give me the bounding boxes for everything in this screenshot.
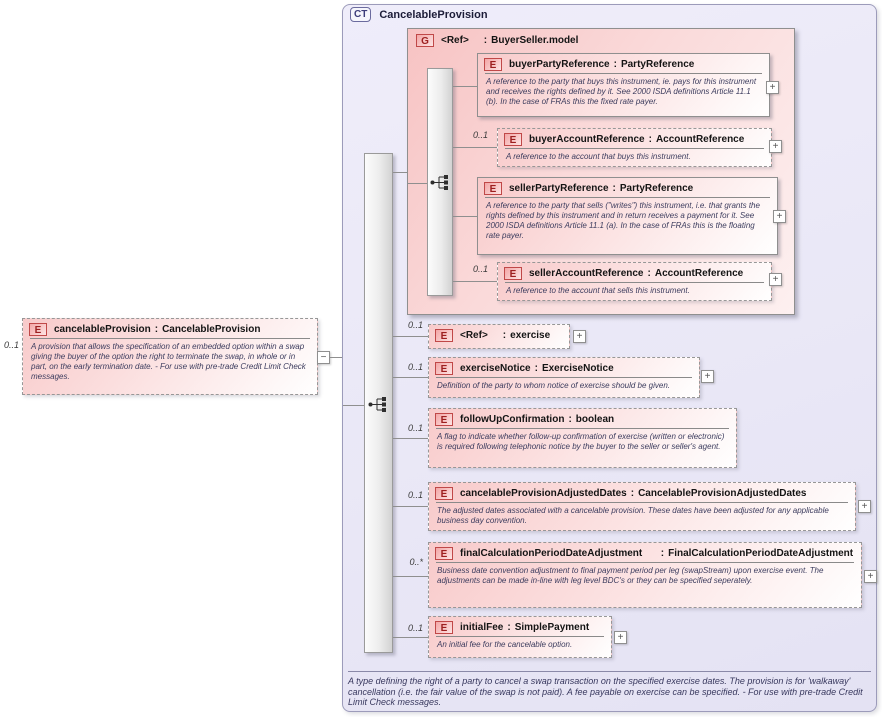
type-separator: :: [568, 414, 572, 425]
element-initialFee[interactable]: [428, 616, 612, 658]
element-icon: E: [504, 267, 522, 280]
connector-line: [393, 377, 428, 378]
group-type: BuyerSeller.model: [491, 35, 579, 46]
element-exerciseNotice[interactable]: [428, 357, 700, 398]
element-name: initialFee: [460, 622, 504, 633]
element-name: buyerAccountReference: [529, 134, 645, 145]
complex-type-header: [350, 7, 488, 22]
element-type: PartyReference: [620, 59, 695, 70]
expand-button[interactable]: +: [769, 140, 782, 153]
connector-line: [453, 216, 477, 217]
element-type: CancelableProvision: [162, 324, 261, 335]
element-cancelableProvisionAdjustedDates[interactable]: [428, 482, 856, 531]
element-icon: E: [484, 182, 502, 195]
element-type: FinalCalculationPeriodDateAdjustment: [668, 548, 854, 559]
type-separator: :: [507, 622, 511, 633]
element-icon: E: [435, 547, 453, 560]
group-name: <Ref>: [441, 35, 469, 46]
connector-line: [343, 405, 364, 406]
cardinality-label: 0..1: [407, 490, 423, 500]
element-name: exerciseNotice: [460, 363, 531, 374]
connector-line: [407, 183, 427, 184]
element-type: ExerciseNotice: [541, 363, 614, 374]
expand-button[interactable]: +: [769, 273, 782, 286]
complex-type-annotation: A type defining the right of a party to cancel a swap transaction on the specified exercise dates. The provision is for 'walkaway' cancellation (i.e. the fair value of the swap is not paid). A fee payable on exercise can be specified. - For use with pre-trade Credit Limit Check messages.: [348, 676, 863, 707]
element-header: [498, 263, 771, 280]
element-finalCalculationPeriodDateAdjustment[interactable]: [428, 542, 862, 608]
cardinality-label: 0..1: [407, 423, 423, 433]
element-icon: E: [435, 329, 453, 342]
element-type: SimplePayment: [514, 622, 590, 633]
element-name: finalCalculationPeriodDateAdjustment: [460, 548, 643, 559]
connector-line: [393, 506, 428, 507]
element-annotation: A flag to indicate whether follow-up confirmation of exercise (written or electronic) is required following telephonic notice by the buyer to the seller or seller's agent.: [437, 432, 725, 451]
element-header: [478, 54, 769, 71]
element-buyerPartyReference[interactable]: [477, 53, 770, 117]
cardinality-label: 0..1: [472, 264, 488, 274]
connector-line: [393, 438, 428, 439]
element-icon: E: [435, 362, 453, 375]
element-icon: E: [435, 487, 453, 500]
cardinality-label: 0..1: [407, 362, 423, 372]
element-annotation: An initial fee for the cancelable option.: [437, 640, 573, 649]
element-name: <Ref>: [460, 330, 488, 341]
element-followUpConfirmation[interactable]: [428, 408, 737, 468]
type-separator: :: [647, 268, 651, 279]
expand-button[interactable]: +: [864, 570, 877, 583]
connector-line: [453, 281, 497, 282]
connector-line: [393, 637, 428, 638]
type-separator: :: [483, 35, 488, 46]
expand-button[interactable]: +: [773, 210, 786, 223]
element-type: AccountReference: [654, 268, 744, 279]
element-header: [429, 617, 611, 634]
element-type: AccountReference: [655, 134, 745, 145]
divider: [348, 671, 871, 672]
cardinality-label: 0..1: [407, 623, 423, 633]
connector-line: [453, 86, 477, 87]
connector-line: [453, 147, 497, 148]
element-annotation: The adjusted dates associated with a cancelable provision. These dates have been adjusted for any applicable business day convention.: [437, 506, 829, 525]
type-separator: :: [630, 488, 635, 499]
group-header: [408, 29, 794, 47]
type-separator: :: [154, 324, 159, 335]
cardinality-label: 0..1: [472, 130, 488, 140]
expand-button[interactable]: +: [573, 330, 586, 343]
element-cancelableProvision[interactable]: [22, 318, 318, 395]
connector-line: [393, 576, 428, 577]
element-type: boolean: [575, 414, 615, 425]
element-name: cancelableProvision: [54, 324, 151, 335]
expand-button[interactable]: +: [766, 81, 779, 94]
element-annotation: Definition of the party to whom notice of exercise should be given.: [437, 381, 671, 390]
element-annotation: A reference to the party that sells ("writes") this instrument, i.e. that grants the rights defined by this instrument and in return receives a payment for it. See 2000 ISDA definitions Article 11.1 (a). In the case of FRAs this is the floating rate payer.: [486, 201, 760, 240]
expand-button[interactable]: +: [858, 500, 871, 513]
element-annotation: A reference to the account that buys this instrument.: [506, 152, 691, 161]
element-buyerAccountReference[interactable]: [497, 128, 772, 167]
expand-button[interactable]: +: [701, 370, 714, 383]
element-header: [498, 129, 771, 146]
sequence-icon: [430, 174, 452, 191]
element-header: [429, 483, 855, 500]
group-icon: G: [416, 34, 434, 47]
element-icon: E: [29, 323, 47, 336]
type-separator: :: [612, 183, 616, 194]
element-annotation: A reference to the account that sells this instrument.: [506, 286, 690, 295]
complex-type-title: CancelableProvision: [379, 8, 488, 21]
element-sellerAccountReference[interactable]: [497, 262, 772, 301]
type-separator: :: [502, 330, 507, 341]
element-name: cancelableProvisionAdjustedDates: [460, 488, 627, 499]
element-header: [429, 543, 861, 560]
element-name: buyerPartyReference: [509, 59, 610, 70]
element-icon: E: [504, 133, 522, 146]
element-type: PartyReference: [619, 183, 694, 194]
element-annotation: A reference to the party that buys this instrument, ie. pays for this instrument and receives the rights defined by it. See 2000 ISDA definitions Article 11.1 (b). In the case of FRAs this the fixed rate payer.: [486, 77, 757, 106]
element-name: sellerAccountReference: [529, 268, 644, 279]
expand-button[interactable]: +: [614, 631, 627, 644]
element-type: CancelableProvisionAdjustedDates: [638, 488, 807, 499]
element-header: [23, 319, 317, 336]
complex-type-icon: CT: [350, 7, 371, 22]
sequence-icon: [368, 396, 390, 413]
type-separator: :: [660, 548, 665, 559]
element-annotation: Business date convention adjustment to final payment period per leg (swapStream) upon exercise event. The adjustments can be made in-line with leg level BDC's or they can be specified seperately.: [437, 566, 824, 585]
cardinality-label: 0..1: [407, 320, 423, 330]
element-icon: E: [435, 413, 453, 426]
element-icon: E: [484, 58, 502, 71]
type-separator: :: [534, 363, 538, 374]
cardinality-label: 0..1: [4, 340, 20, 350]
element-header: [429, 409, 736, 426]
element-header: [429, 325, 569, 342]
type-separator: :: [613, 59, 617, 70]
element-type: exercise: [510, 330, 551, 341]
cardinality-label: 0..*: [409, 557, 423, 567]
element-sellerPartyReference[interactable]: [477, 177, 778, 255]
element-header: [478, 178, 777, 195]
element-ref-exercise[interactable]: [428, 324, 570, 349]
element-annotation: A provision that allows the specification of an embedded option within a swap giving the buyer of the option the right to terminate the swap, in whole or in part, on the early termination date. - For use with pre-trade Credit Limit Check messages.: [31, 342, 306, 381]
element-header: [429, 358, 699, 375]
element-icon: E: [435, 621, 453, 634]
element-name: sellerPartyReference: [509, 183, 609, 194]
collapse-button[interactable]: −: [317, 351, 330, 364]
type-separator: :: [648, 134, 652, 145]
connector-line: [393, 336, 428, 337]
element-name: followUpConfirmation: [460, 414, 565, 425]
connector-line: [393, 172, 407, 173]
